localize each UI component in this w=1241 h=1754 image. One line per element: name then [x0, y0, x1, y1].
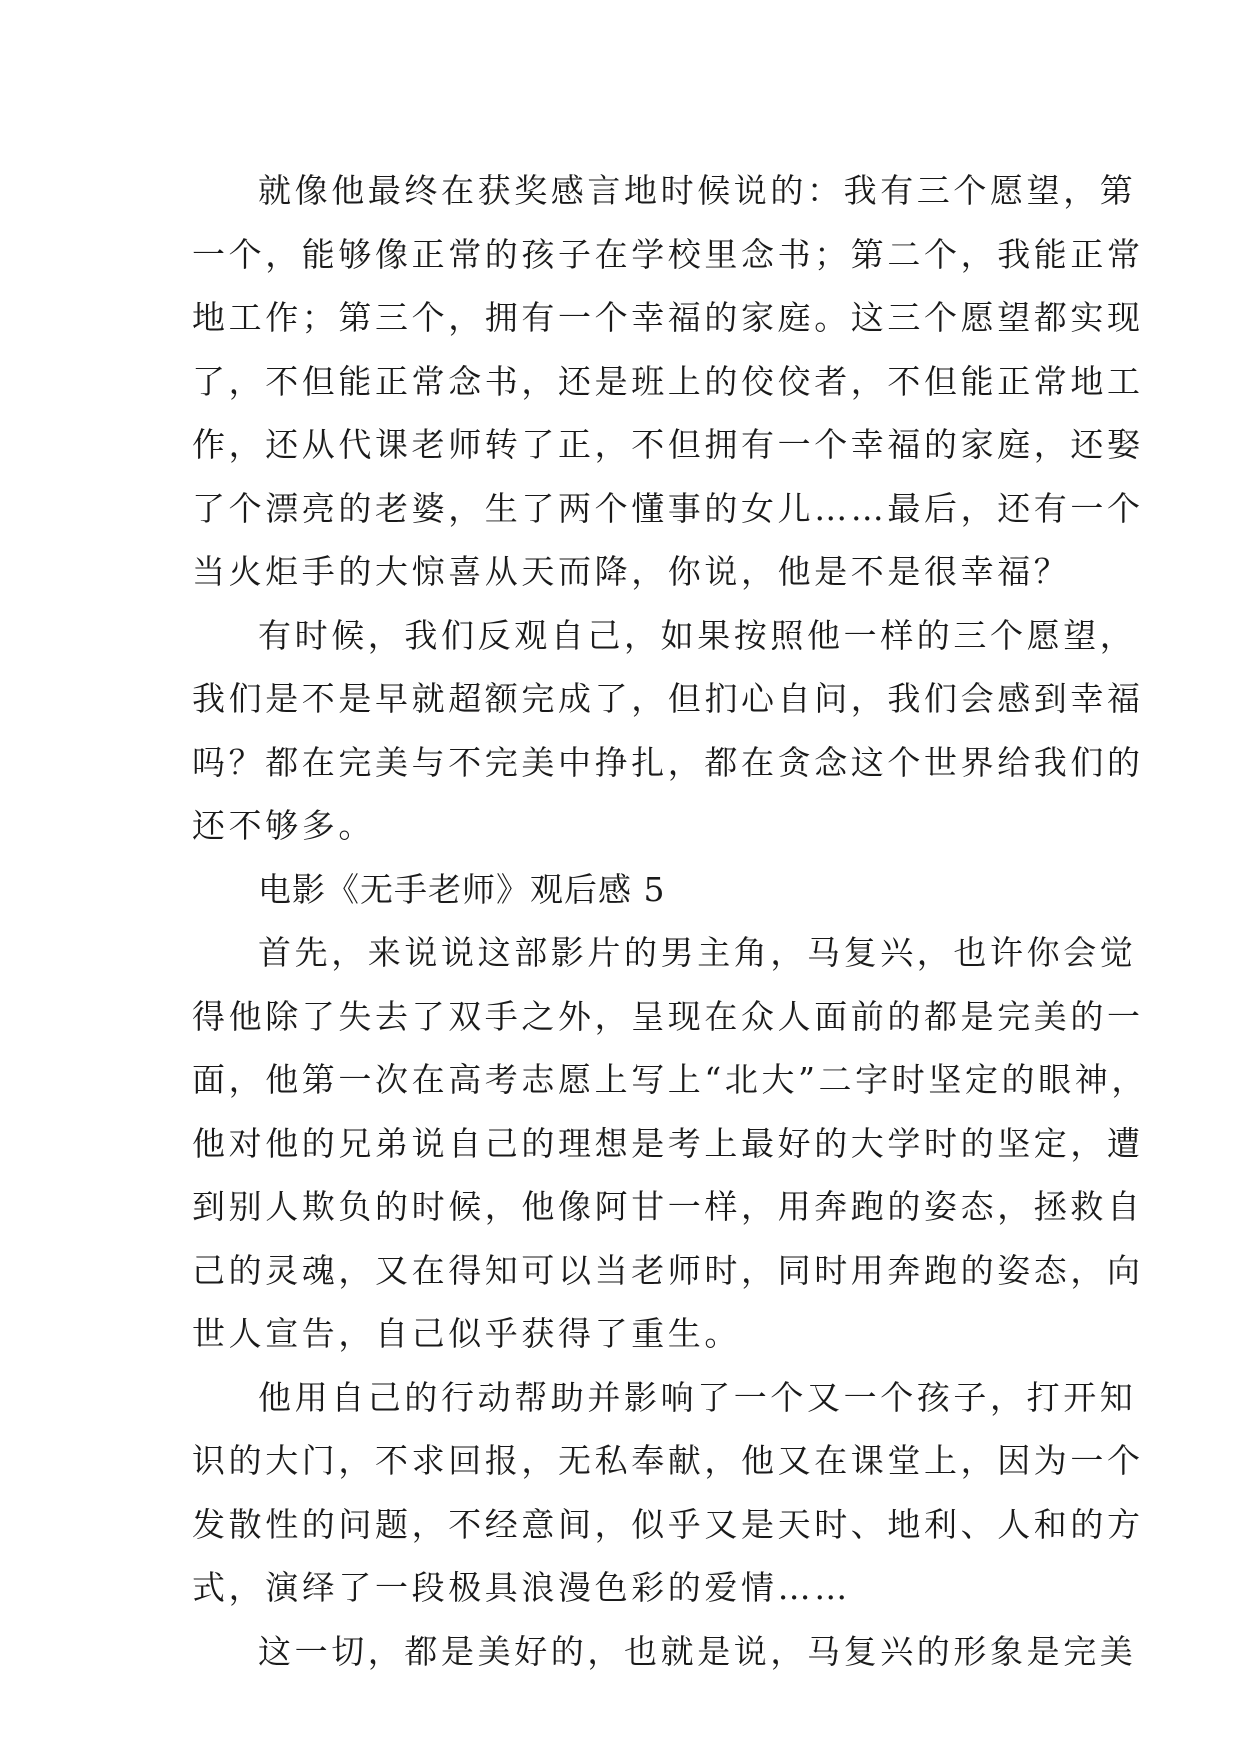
text-line: 了，不但能正常念书，还是班上的佼佼者，不但能正常地工 — [192, 361, 1144, 401]
text-line: 到别人欺负的时候，他像阿甘一样，用奔跑的姿态，拯救自 — [192, 1187, 1144, 1226]
text-line: 得他除了失去了双手之外，呈现在众人面前的都是完美的一 — [192, 996, 1144, 1036]
text-line: 就像他最终在获奖感言地时候说的：我有三个愿望，第 — [258, 171, 1137, 210]
text-line: 他对他的兄弟说自己的理想是考上最好的大学时的坚定，遭 — [192, 1123, 1144, 1163]
text-line: 还不够多。 — [192, 806, 375, 845]
text-line: 己的灵魂，又在得知可以当老师时，同时用奔跑的姿态，向 — [192, 1250, 1144, 1290]
text-line: 了个漂亮的老婆，生了两个懂事的女儿……最后，还有一个 — [192, 488, 1144, 528]
text-line: 识的大门，不求回报，无私奉献，他又在课堂上，因为一个 — [192, 1441, 1144, 1480]
text-line: 作，还从代课老师转了正，不但拥有一个幸福的家庭，还娶 — [192, 425, 1144, 464]
text-line: 世人宣告，自己似乎获得了重生。 — [192, 1314, 741, 1353]
text-line: 他用自己的行动帮助并影响了一个又一个孩子，打开知 — [258, 1377, 1137, 1417]
text-line: 我们是不是早就超额完成了，但扪心自问，我们会感到幸福 — [192, 679, 1144, 718]
section-title: 电影《无手老师》观后感 5 — [258, 869, 666, 909]
text-line: 面，他第一次在高考志愿上写上“北大”二字时坚定的眼神， — [192, 1060, 1148, 1099]
text-line: 当火炬手的大惊喜从天而降，你说，他是不是很幸福？ — [192, 552, 1071, 591]
document-body — [192, 159, 1148, 1683]
text-line: 吗？都在完美与不完美中挣扎，都在贪念这个世界给我们的 — [192, 742, 1144, 782]
text-line: 首先，来说说这部影片的男主角，马复兴，也许你会觉 — [258, 933, 1137, 972]
text-line: 式，演绎了一段极具浪漫色彩的爱情…… — [192, 1568, 851, 1607]
text-line: 发散性的问题，不经意间，似乎又是天时、地利、人和的方 — [192, 1504, 1144, 1544]
text-line: 这一切，都是美好的，也就是说，马复兴的形象是完美 — [258, 1631, 1137, 1671]
text-line: 一个，能够像正常的孩子在学校里念书；第二个，我能正常 — [192, 234, 1144, 274]
text-line: 有时候，我们反观自己，如果按照他一样的三个愿望， — [258, 615, 1137, 655]
text-line: 地工作；第三个，拥有一个幸福的家庭。这三个愿望都实现 — [192, 298, 1144, 337]
